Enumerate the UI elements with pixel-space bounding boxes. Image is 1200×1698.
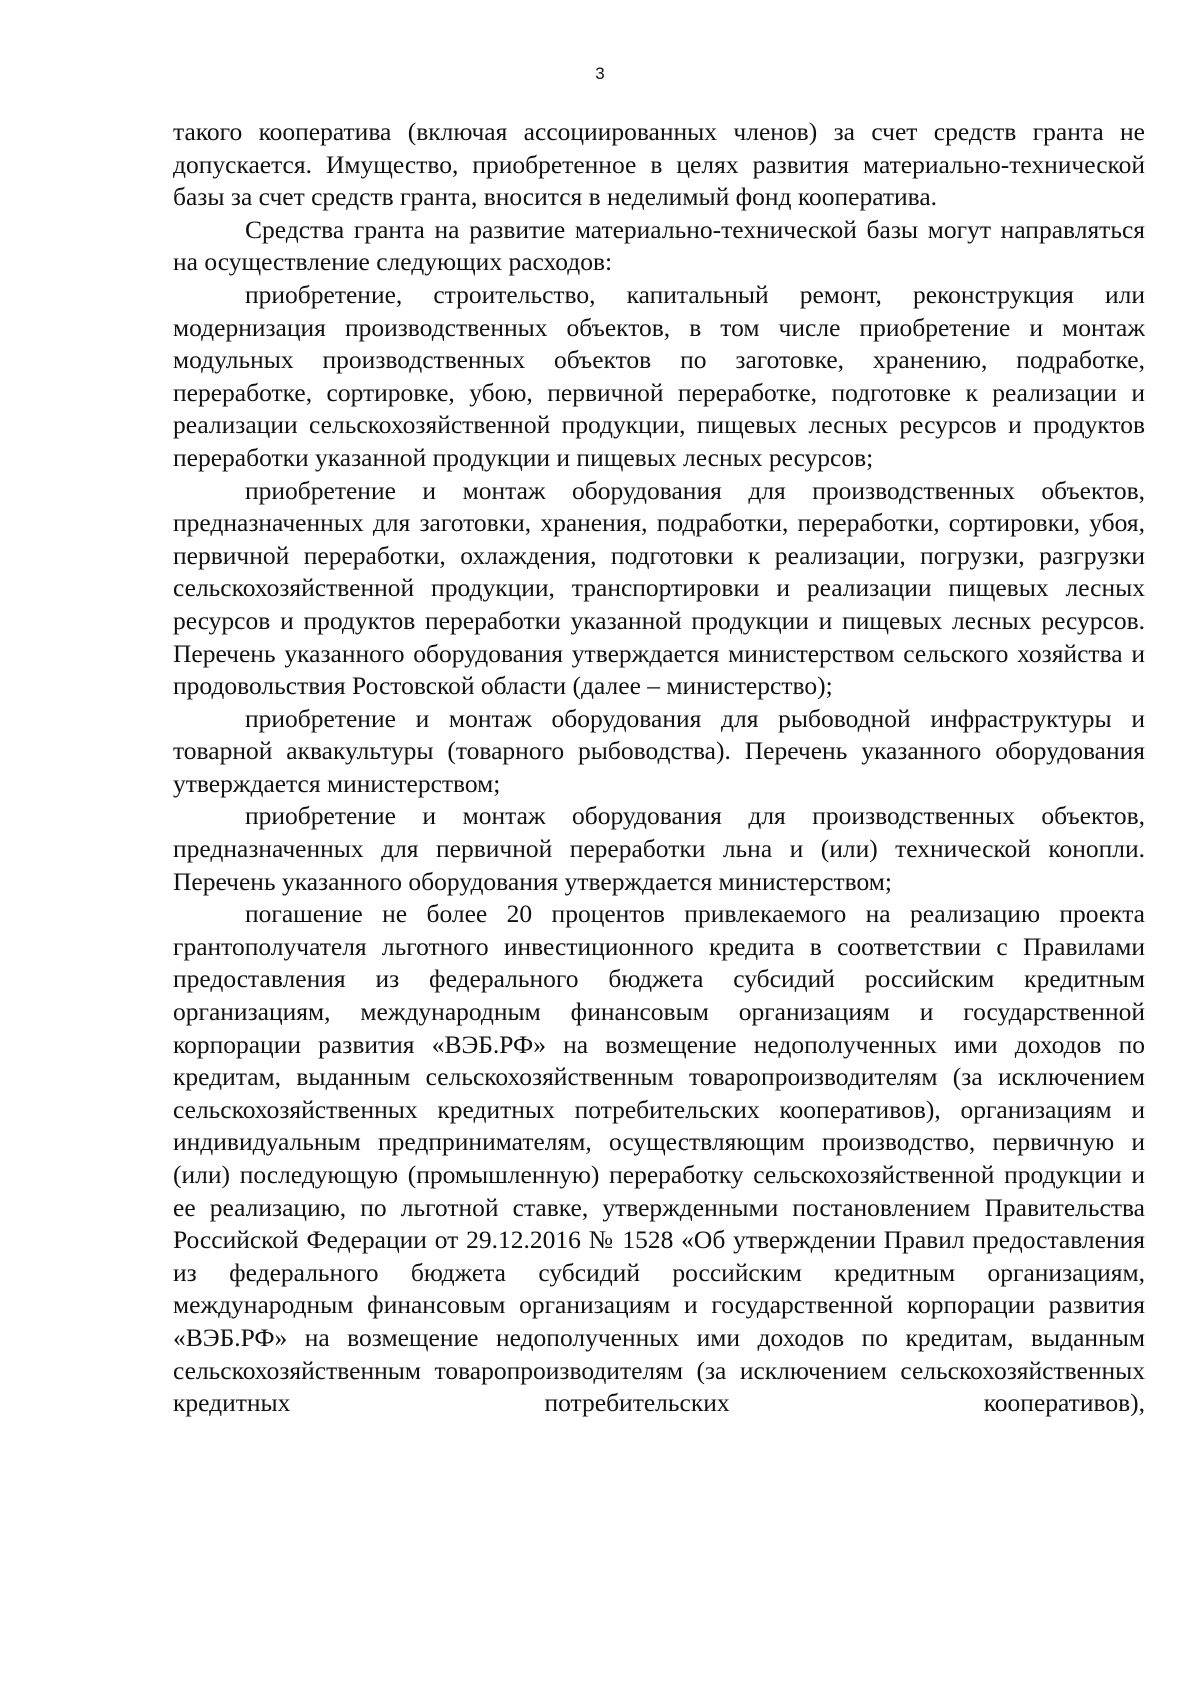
page-number: 3 xyxy=(595,64,605,83)
paragraph-construction: приобретение, строительство, капитальный ремонт, реконструкция или модернизация производственных объектов, в том числе приобретение и монтаж модульных производственных объектов по заготовке, хранению, подработке, переработке, сортировке, убою, первичной переработке, подготовке к реализации и реализации сельскохозяйственной продукции, пищевых лесных ресурсов и продуктов переработки указанной продукции и пищевых лесных ресурсов; xyxy=(173,279,1145,472)
paragraph-equipment-fish: приобретение и монтаж оборудования для рыбоводной инфраструктуры и товарной аквакультуры (товарного рыбоводства). Перечень указанного оборудования утверждается министерством; xyxy=(173,703,1145,798)
paragraph-continuation: такого кооператива (включая ассоциированных членов) за счет средств гранта не допускается. Имущество, приобретенное в целях развития материально-технической базы за счет средств гранта, вносится в неделимый фонд кооператива. xyxy=(173,117,1145,212)
document-body xyxy=(173,116,1145,1420)
paragraph-equipment-production: приобретение и монтаж оборудования для производственных объектов, предназначенных для заготовки, хранения, подработки, переработки, сортировки, убоя, первичной переработки, охлаждения, подготовки к реализации, погрузки, разгрузки сельскохозяйственной продукции, транспортировки и реализации пищевых лесных ресурсов и продуктов переработки указанной продукции и пищевых лесных ресурсов. Перечень указанного оборудования утверждается министерством сельского хозяйства и продовольствия Ростовской области (далее – министерство); xyxy=(173,475,1145,701)
paragraph-grant-expenses-intro: Средства гранта на развитие материально-технической базы могут направляться на осуществление следующих расходов: xyxy=(173,214,1145,277)
paragraph-equipment-flax: приобретение и монтаж оборудования для производственных объектов, предназначенных для первичной переработки льна и (или) технической конопли. Перечень указанного оборудования утверждается министерством; xyxy=(173,801,1145,896)
paragraph-loan-repayment: погашение не более 20 процентов привлекаемого на реализацию проекта грантополучателя льготного инвестиционного кредита в соответствии с Правилами предоставления из федерального бюджета субсидий российским кредитным организациям, международным финансовым организациям и государственной корпорации развития «ВЭБ.РФ» на возмещение недополученных ими доходов по кредитам, выданным сельскохозяйственным товаропроизводителям (за исключением сельскохозяйственных кредитных потребительских кооперативов), организациям и индивидуальным предпринимателям, осуществляющим производство, первичную и (или) последующую (промышленную) переработку сельскохозяйственной продукции и ее реализацию, по льготной ставке, утвержденными постановлением Правительства Российской Федерации от 29.12.2016 № 1528 «Об утверждении Правил предоставления из федерального бюджета субсидий российским кредитным организациям, международным финансовым организациям и государственной корпорации развития «ВЭБ.РФ» на возмещение недополученных ими доходов по кредитам, выданным сельскохозяйственным товаропроизводителям (за исключением сельскохозяйственных кредитных потребительских кооперативов), xyxy=(173,899,1145,1418)
